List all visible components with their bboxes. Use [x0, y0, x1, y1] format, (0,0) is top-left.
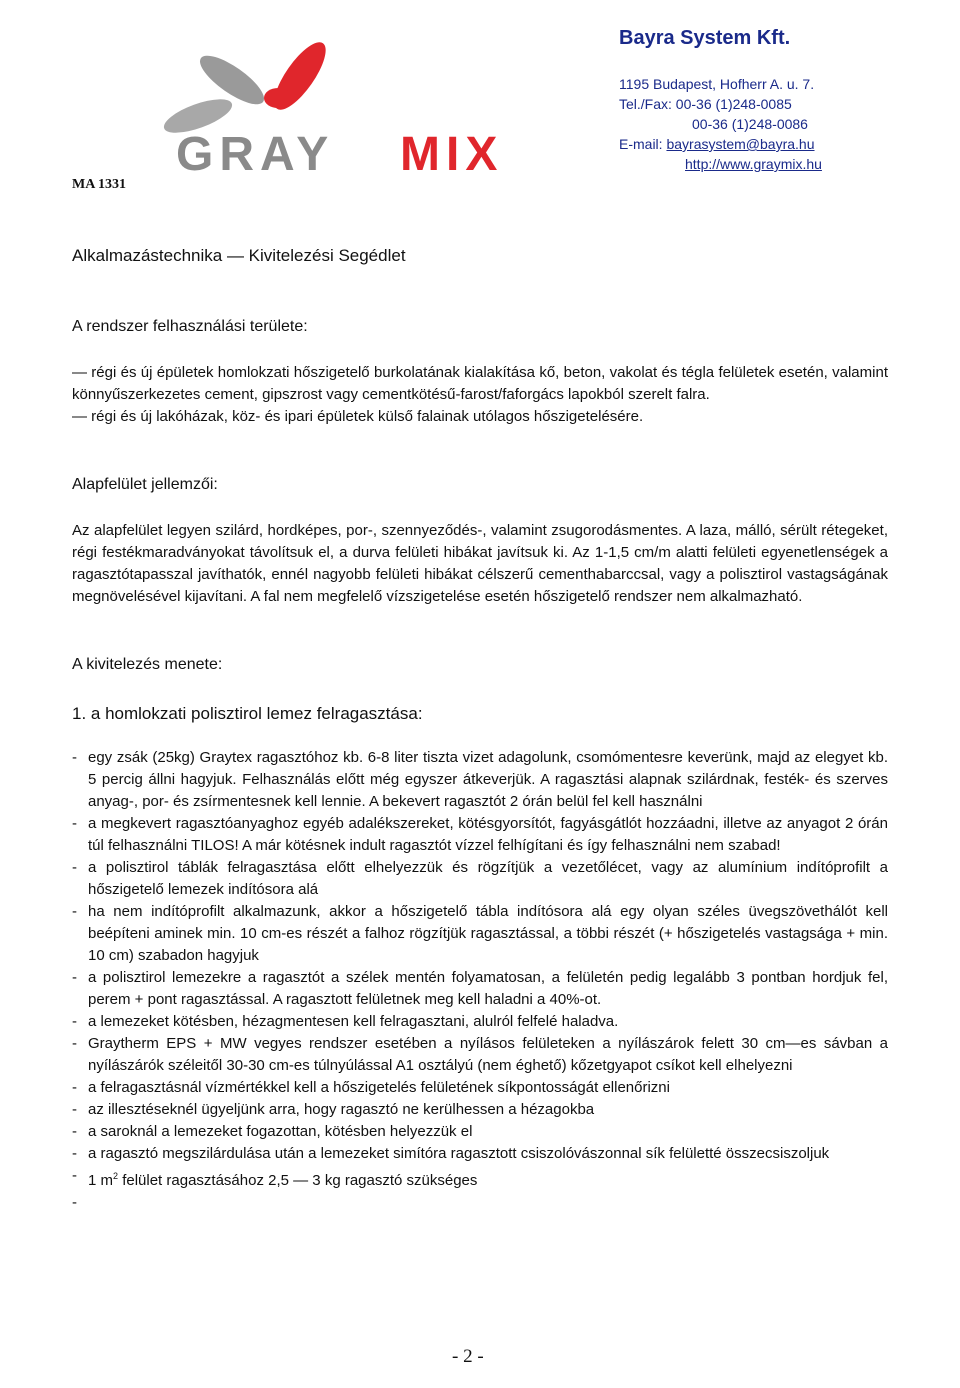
list-item: - egy zsák (25kg) Graytex ragasztóhoz kb. 6-8 liter tiszta vizet adagolunk, csomómentesre keverünk, majd az elegyet kb. 5 percig állni hagyjuk. Felhasználás előtt még egyszer átkeverjük. A ragasztási alapnak szilárdnak, festék- és szerves anyag-, por- és zsírmentesnek kell lennie. A bekevert ragasztót 2 órán belül fel kell használni	[72, 747, 888, 813]
section-substrate-text: Az alapfelület legyen szilárd, hordképes, por-, szennyeződés-, valamint zsugorodásmentes. A laza, málló, sérült rétegeket, régi festékmaradványokat távolítsuk el, a durva felületi hibákat javítsuk ki. Az 1-1,5 cm/m alatti felületi egyenetlenségek a ragasztótapasszal javíthatók, ennél nagyobb felületi hibákat célszerű cementhabarccsal, vagy a polisztirol vastagságának megnövelésével kijavítani. A fal nem megfelelő vízszigetelése esetén hőszigetelő rendszer nem alkalmazható.	[72, 522, 888, 605]
svg-text:MIX: MIX	[400, 128, 504, 178]
list-item: - a polisztirol lemezekre a ragasztót a szélek mentén folyamatosan, a felületén pedig legalább 3 pontban hordjuk fel, perem + pont ragasztással. A ragasztott felületnek meg kell haladni a 40%-ot.	[72, 967, 888, 1011]
section-substrate-heading: Alapfelület jellemzői:	[72, 476, 218, 493]
company-phone2: 00-36 (1)248-0086	[692, 116, 808, 132]
company-name: Bayra System Kft.	[619, 27, 791, 49]
step-1-title: 1. a homlokzati polisztirol lemez felragasztása:	[72, 704, 423, 723]
document-code: MA 1331	[72, 177, 127, 192]
logo-petal-red-2	[264, 88, 292, 108]
graymix-logo-graphic	[150, 38, 590, 178]
square-superscript: 2	[113, 1171, 119, 1181]
list-item: - az illesztéseknél ügyeljünk arra, hogy ragasztó ne kerülhessen a hézagokba	[72, 1099, 888, 1121]
company-address: 1195 Budapest, Hofherr A. u. 7.	[619, 76, 815, 92]
graymix-logo	[150, 38, 590, 178]
list-item: - a megkevert ragasztóanyaghoz egyéb adalékszereket, kötésgyorsítót, fagyásgátlót hozzáadni, illetve az anyagot 2 órán túl felhasználni TILOS! A már kötésnek indult ragasztót vízzel felhígítani és így felhasználni nem szabad!	[72, 813, 888, 857]
list-item: - Graytherm EPS + MW vegyes rendszer esetében a nyílásos felületeken a nyílászárok felett 30 cm—es sávban a nyílászárók széleitől 30-30 cm-es túlnyúlással A1 osztályú (nem éghető) kőzetgyapot csíkot kell elhelyezni	[72, 1033, 888, 1077]
email-label: E-mail:	[619, 136, 667, 152]
list-item: - a felragasztásnál vízmértékkel kell a hőszigetelés felületének síkpontosságát ellenőrizni	[72, 1077, 888, 1099]
email-link[interactable]: bayrasystem@bayra.hu	[666, 136, 815, 152]
area-value: 1 m	[88, 1172, 114, 1189]
list-item: - a ragasztó megszilárdulása után a lemezeket simítóra ragasztott csiszolóvászonnal sík felületté összecsiszoljuk	[72, 1143, 888, 1165]
usage-line-2: — régi és új lakóházak, köz- és ipari épületek külső falainak utólagos hőszigetelésére.	[72, 408, 644, 425]
logo-wordmark	[176, 128, 503, 178]
list-item: - ha nem indítóprofilt alkalmazunk, akkor a hőszigetelő tábla indítósora alá egy olyan széles üvegszövethálót kell beépíteni aminek min. 10 cm-es részét a falhoz rögzítjük ragasztással, a többi részét (+ hőszigetelés vastagsága + min. 10 cm) szabadon hagyjuk	[72, 901, 888, 967]
page-number: - 2 -	[452, 1346, 484, 1367]
website-link[interactable]: http://www.graymix.hu	[685, 156, 822, 172]
list-item	[72, 1165, 888, 1192]
company-telfax: Tel./Fax: 00-36 (1)248-0085	[619, 96, 792, 112]
document-title: Alkalmazástechnika — Kivitelezési Segédlet	[72, 246, 406, 265]
company-email-line	[619, 134, 815, 154]
section-usage-heading: A rendszer felhasználási területe:	[72, 318, 308, 335]
company-website-line	[685, 154, 822, 174]
procedure-list	[72, 747, 888, 1192]
area-text: felület ragasztásához 2,5 — 3 kg ragasztó szükséges	[118, 1172, 478, 1189]
svg-text:GRAY: GRAY	[176, 128, 335, 178]
list-item: - a lemezeket kötésben, hézagmentesen kell felragasztani, alulról felfelé haladva.	[72, 1011, 888, 1033]
section-procedure-heading: A kivitelezés menete:	[72, 656, 223, 673]
list-item: - a polisztirol táblák felragasztása előtt elhelyezzük és rögzítjük a vezetőlécet, vagy az alumínium indítóprofilt a hőszigetelő lemezek indítósora alá	[72, 857, 888, 901]
section-usage-text	[72, 362, 888, 428]
usage-line-1: — régi és új épületek homlokzati hőszigetelő burkolatának kialakítása kő, beton, vakolat és tégla felületek esetén, valamint könnyűszerkezetes cement, gipszrost vagy cementkötésű-farost/faforgács lapokból szerelt falra.	[72, 364, 888, 403]
list-item: - a saroknál a lemezeket fogazottan, kötésben helyezzük el	[72, 1121, 888, 1143]
